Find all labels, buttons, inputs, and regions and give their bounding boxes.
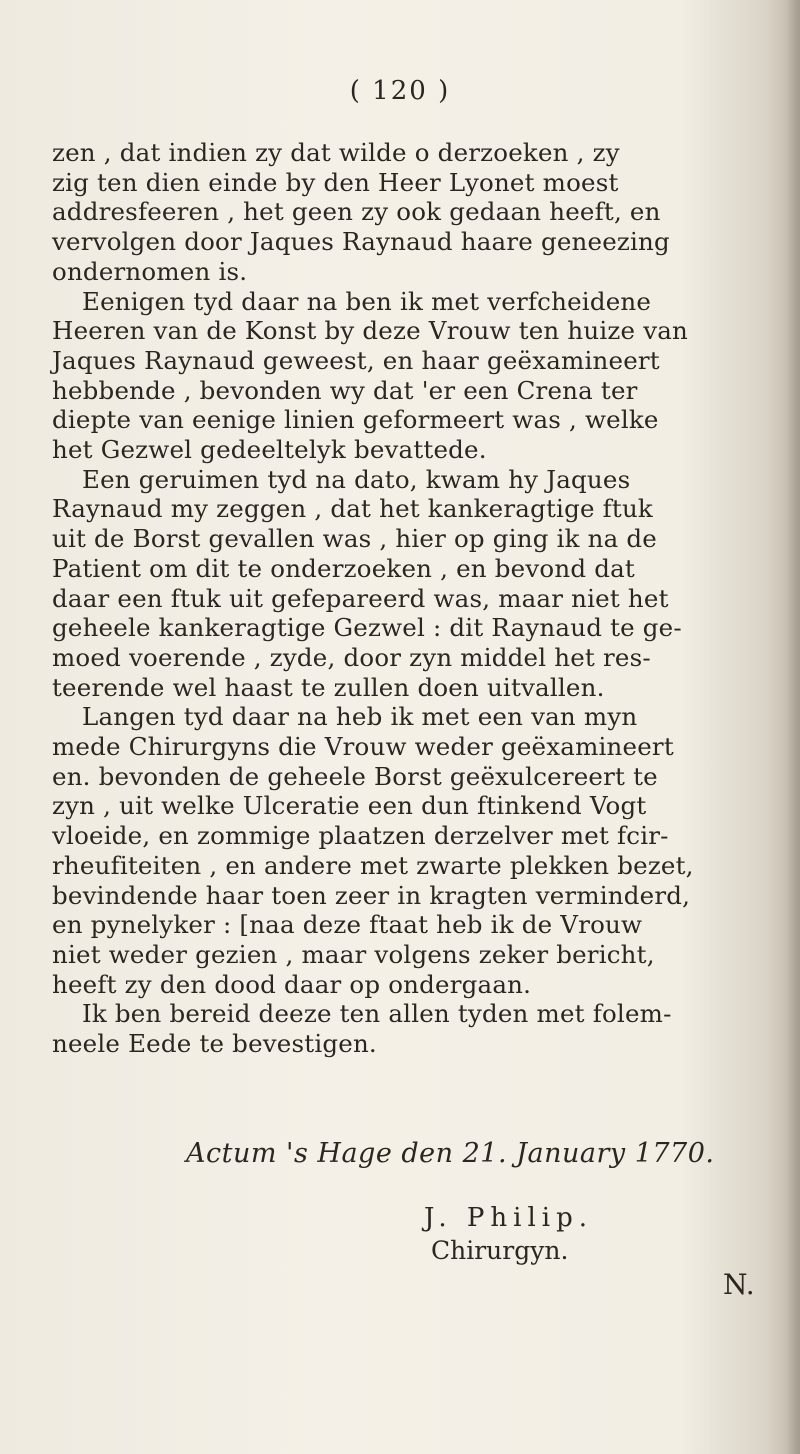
text-line: Langen tyd daar na heb ik met een van myn [82, 702, 638, 732]
text-line: uit de Borst gevallen was , hier op ging ik na de [52, 524, 658, 554]
text-line: rheufiteiten , en andere met zwarte plekken bezet, [52, 850, 694, 880]
text-line: diepte van eenige linien geformeert was , welke [52, 405, 659, 435]
signature-role: Chirurgyn. [431, 1236, 569, 1265]
text-line: zig ten dien einde by den Heer Lyonet moest [52, 167, 619, 197]
page-number-header: ( 120 ) [349, 76, 451, 106]
text-line: Heeren van de Konst by deze Vrouw ten huize van [52, 316, 689, 346]
text-line: Raynaud my zeggen , dat het kankeragtige ftuk [52, 494, 653, 524]
text-line: teerende wel haast te zullen doen uitvallen. [52, 672, 605, 702]
text-line: neele Eede te bevestigen. [52, 1029, 377, 1059]
text-line: en pynelyker : [naa deze ftaat heb ik de Vrouw [52, 910, 643, 940]
text-line: het Gezwel gedeeltelyk bevattede. [52, 435, 487, 465]
text-line: geheele kankeragtige Gezwel : dit Raynaud te ge- [52, 613, 682, 643]
catchword: N. [723, 1268, 755, 1301]
body-text [52, 138, 772, 1059]
text-line: heeft zy den dood daar op ondergaan. [52, 969, 532, 999]
text-line: mede Chirurgyns die Vrouw weder geëxamineert [52, 732, 674, 762]
text-line: zyn , uit welke Ulceratie een dun ftinkend Vogt [52, 791, 647, 821]
text-line: moed voerende , zyde, door zyn middel het res- [52, 642, 651, 672]
text-line: Patient om dit te onderzoeken , en bevond dat [52, 553, 635, 583]
text-line: daar een ftuk uit gefepareerd was, maar niet het [52, 583, 669, 613]
text-line: vloeide, en zommige plaatzen derzelver met fcir- [52, 821, 669, 851]
text-line: en. bevonden de geheele Borst geëxulcereert te [52, 761, 658, 791]
page-edge-shadow [786, 0, 800, 1454]
text-line: zen , dat indien zy dat wilde o derzoeken , zy [52, 138, 620, 167]
signature-place-date: Actum 's Hage den 21. January 1770. [186, 1138, 715, 1169]
text-line: bevindende haar toen zeer in kragten verminderd, [52, 880, 691, 910]
text-line: addresfeeren , het geen zy ook gedaan heeft, en [52, 197, 661, 227]
text-line: Een geruimen tyd na dato, kwam hy Jaques [82, 464, 631, 494]
text-line: Jaques Raynaud geweest, en haar geëxamineert [52, 345, 660, 375]
text-line: hebbende , bevonden wy dat 'er een Crena ter [52, 375, 638, 405]
text-line: Eenigen tyd daar na ben ik met verfcheidene [82, 286, 652, 316]
text-line: Ik ben bereid deeze ten allen tyden met folem- [82, 999, 672, 1029]
text-line: niet weder gezien , maar volgens zeker bericht, [52, 939, 655, 969]
text-line: vervolgen door Jaques Raynaud haare geneezing [52, 227, 670, 257]
text-line: ondernomen is. [52, 256, 248, 286]
signature-name: J. Philip. [424, 1203, 594, 1233]
